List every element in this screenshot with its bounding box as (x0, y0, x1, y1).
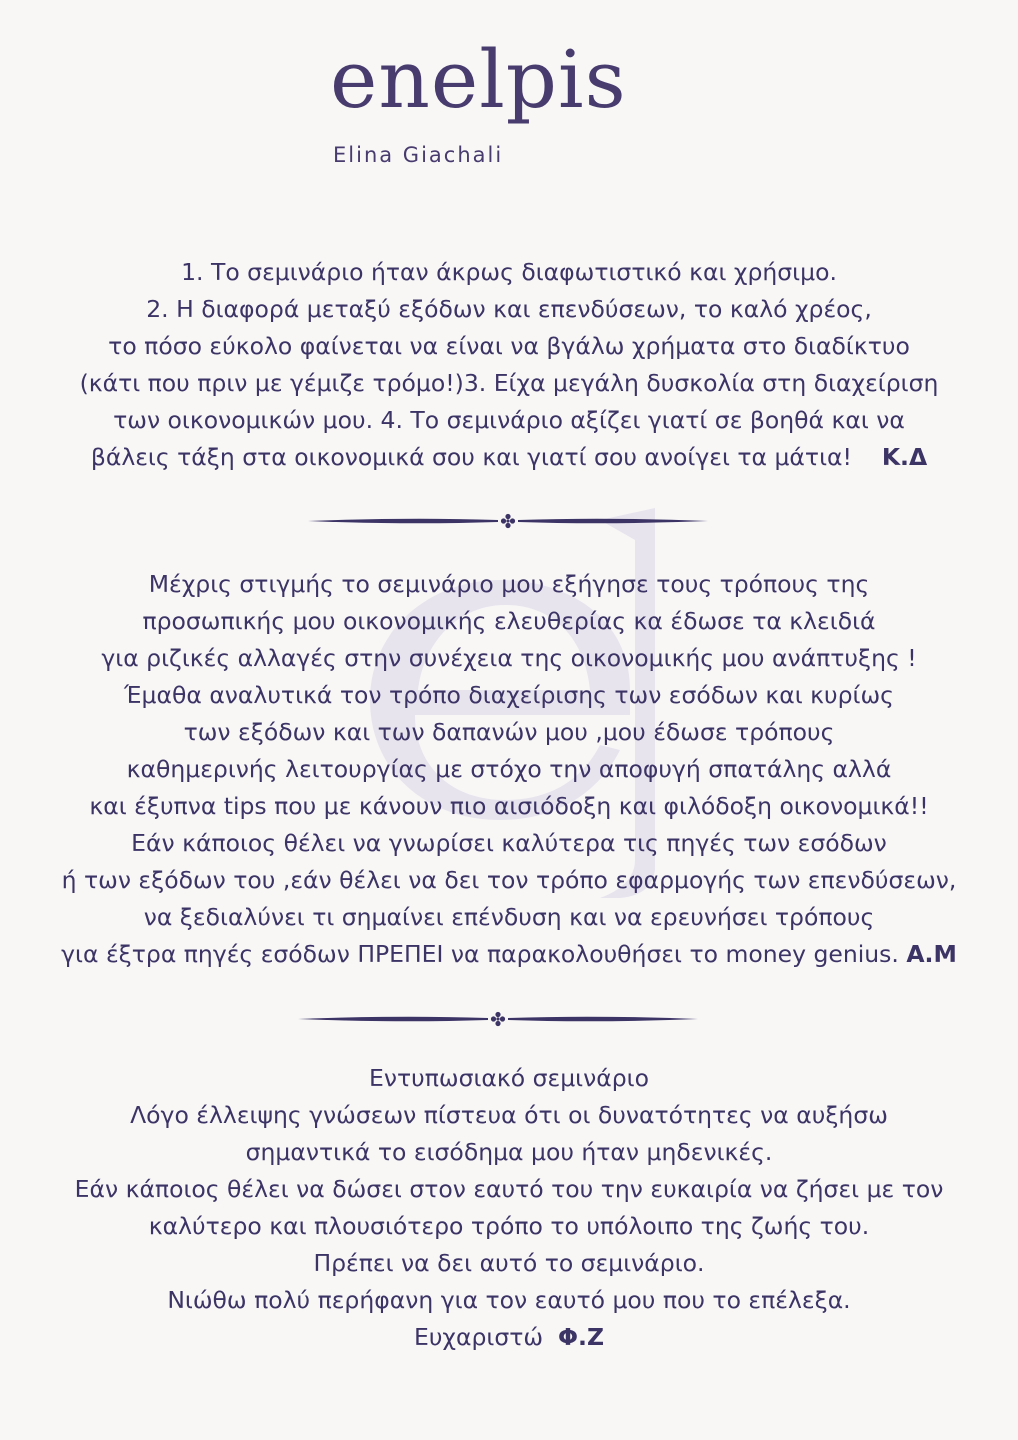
testimonial-text: για έξτρα πηγές εσόδων ΠΡΕΠΕΙ να παρακολουθήσει το money genius. (61, 940, 899, 968)
testimonial-author: Φ.Ζ (558, 1323, 604, 1351)
testimonial-author: Α.Μ (906, 940, 957, 968)
testimonial-line: Εάν κάποιος θέλει να δώσει στον εαυτό του την ευκαιρία να ζήσει με τον (74, 1175, 944, 1203)
testimonial-line: καθημερινής λειτουργίας με στόχο την αποφυγή σπατάλης αλλά (126, 755, 892, 783)
testimonial-text: βάλεις τάξη στα οικονομικά σου και γιατί σου ανοίγει τα μάτια! (90, 443, 852, 471)
testimonial-line: ή των εξόδων του ,εάν θέλει να δει τον τρόπο εφαρμογής των επενδύσεων, (61, 866, 957, 894)
testimonial-line: προσωπικής μου οικονομικής ελευθερίας κα έδωσε τα κλειδιά (142, 607, 876, 635)
testimonial-line-last (0, 439, 1018, 476)
testimonial-line: 1. Το σεμινάριο ήταν άκρως διαφωτιστικό και χρήσιμο. (181, 258, 837, 286)
testimonial-line: το πόσο εύκολο φαίνεται να είναι να βγάλω χρήματα στο διαδίκτυο (108, 332, 910, 360)
testimonial-line: Μέχρις στιγμής το σεμινάριο μου εξήγησε τους τρόπους της (148, 570, 870, 598)
testimonial-line: Εάν κάποιος θέλει να γνωρίσει καλύτερα τις πηγές των εσόδων (131, 829, 887, 857)
testimonial-line: Εντυπωσιακό σεμινάριο (369, 1064, 649, 1092)
testimonial-line: Έμαθα αναλυτικά τον τρόπο διαχείρισης των εσόδων και κυρίως (124, 681, 894, 709)
testimonial-line: για ριζικές αλλαγές στην συνέχεια της οικονομικής μου ανάπτυξης ! (101, 644, 917, 672)
testimonial-line: (κάτι που πριν με γέμιζε τρόμο!)3. Είχα μεγάλη δυσκολία στη διαχείριση (79, 369, 939, 397)
testimonial-author: Κ.Δ (881, 443, 928, 471)
testimonial-line: να ξεδιαλύνει τι σημαίνει επένδυση και να ερευνήσει τρόπους (143, 903, 875, 931)
testimonial-1 (0, 254, 1018, 476)
brand-subtitle: Elina Giachali (333, 143, 504, 167)
brand-logo (0, 33, 1018, 170)
testimonial-line: των οικονομικών μου. 4. Το σεμινάριο αξίζει γιατί σε βοηθά και να (113, 406, 905, 434)
brand-name: enelpis (330, 33, 627, 126)
testimonial-2 (0, 566, 1018, 973)
testimonial-line: καλύτερο και πλουσιότερο τρόπο το υπόλοιπο της ζωής του. (148, 1212, 870, 1240)
testimonial-line: των εξόδων και των δαπανών μου ,μου έδωσε τρόπους (183, 718, 835, 746)
testimonial-text: Ευχαριστώ (413, 1323, 544, 1351)
ornamental-divider (308, 511, 708, 531)
testimonial-line-last (0, 936, 1018, 973)
testimonial-line: 2. Η διαφορά μεταξύ εξόδων και επενδύσεων, το καλό χρέος, (146, 295, 872, 323)
testimonial-line: και έξυπνα tips που με κάνουν πιο αισιόδοξη και φιλόδοξη οικονομικά!! (89, 792, 929, 820)
testimonial-3 (0, 1060, 1018, 1356)
testimonial-line: Πρέπει να δει αυτό το σεμινάριο. (313, 1249, 705, 1277)
testimonial-line: σημαντικά το εισόδημα μου ήταν μηδενικές. (245, 1138, 773, 1166)
testimonial-line-last (0, 1319, 1018, 1356)
testimonial-line: Λόγο έλλειψης γνώσεων πίστευα ότι οι δυνατότητες να αυξήσω (130, 1101, 888, 1129)
ornamental-divider (298, 1009, 698, 1029)
testimonial-line: Νιώθω πολύ περήφανη για τον εαυτό μου που το επέλεξα. (167, 1286, 851, 1314)
